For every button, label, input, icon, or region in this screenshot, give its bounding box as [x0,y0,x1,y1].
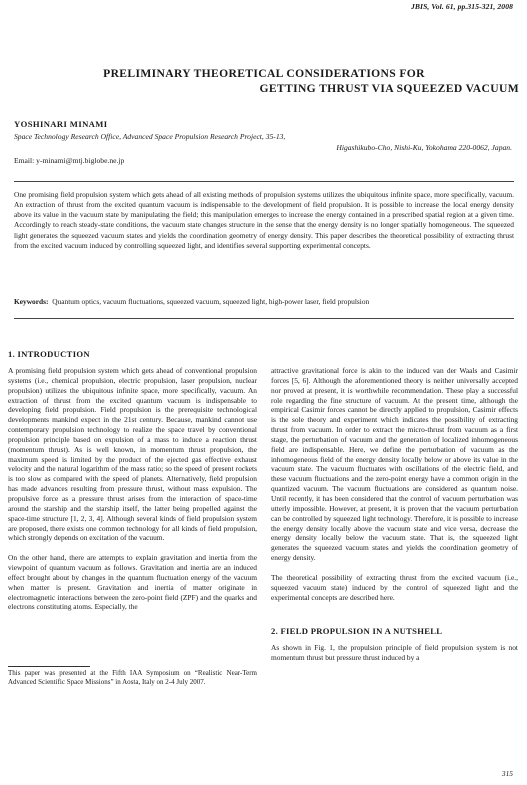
body-paragraph: On the other hand, there are attempts to explain gravitation and inertia from the viewpoint of quantum vacuum as follows. Gravitation and inertia are an induced effect brought about by changes in the quantum fluctuation energy of the vacuum when matter is present. Gravitation and inertia of matter originate in electromagnetic interactions between the zero-point field (ZPF) and the quarks and electrons constituting atoms. Especially, the [8,553,257,612]
running-head: JBIS, Vol. 61, pp.315-321, 2008 [410,2,513,11]
footnote-rule [8,666,90,667]
footnote: This paper was presented at the Fifth IAA Symposium on “Realistic Near-Term Advanced Scientific Space Missions” in Aosta, Italy on 2-4 July 2007. [8,669,257,686]
abstract-top-rule [14,181,514,182]
affiliation-line-2: Higashikubo-Cho, Nishi-Ku, Yokohama 220-0062, Japan. [336,143,512,152]
right-column [271,366,518,602]
keywords [14,297,514,306]
body-paragraph: The theoretical possibility of extracting thrust from the excited vacuum (i.e., squeezed vacuum state) induced by the control of squeezed light and the experimental concepts are described here. [271,572,518,602]
section-heading-introduction: 1. INTRODUCTION [8,349,90,359]
right-column-continued [271,643,518,663]
affiliation-line-1: Space Technology Research Office, Advanced Space Propulsion Research Project, 35-13, [14,132,286,141]
left-column [8,366,257,612]
keywords-label: Keywords: [14,297,49,306]
page-number: 315 [501,769,513,778]
body-paragraph: attractive gravitational force is akin to the induced van der Waals and Casimir forces [5, 6]. Although the aforementioned theory is neither universally accepted nor proved at present, it is worthwhile recommendation. These play a successful role regarding the fine structure of vacuum. At the present time, although the empirical Casimir forces cannot be directly applied to propulsion, Casimir effects is the sole theory and experiment which indicates the possibility of extracting thrust from vacuum. In order to extract the micro-thrust from vacuum as a first stage, the perturbation of vacuum and the generation of localized inhomogeneous field are indispensable. Here, we define the perturbation of vacuum as the inhomogeneous field of the energy density locally below or above its value in the vacuum state. The vacuum fluctuates with oscillations of the electric field, and these vacuum fluctuations and the zero-point energy have a common origin in the quantized vacuum. The vacuum fluctuations are considered as quantum noise. Until recently, it has been considered that the control of vacuum perturbation was utterly impossible. However, at present, it is proven that the vacuum perturbation can be controlled by squeezed light technology. Therefore, it is possible to increase the energy density locally above the vacuum state and vice versa, decrease the energy density locally below the vacuum state. That is, the squeezed light generates the squeezed vacuum states and yields the coordination geometry of energy density. [271,366,518,563]
keywords-list: Quantum optics, vacuum fluctuations, squeezed vacuum, squeezed light, high-power laser, field propulsion [52,297,370,306]
body-paragraph: As shown in Fig. 1, the propulsion principle of field propulsion system is not momentum thrust but pressure thrust induced by a [271,643,518,662]
paper-title-line-2: GETTING THRUST VIA SQUEEZED VACUUM [259,82,519,95]
abstract: One promising field propulsion system which gets ahead of all existing methods of propulsion systems utilizes the ubiquitous infinite space, more specifically, vacuum. An extraction of thrust from the excited quantum vacuum is indispensable to the development of field propulsion. It is possible to increase the local energy density above its value in the vacuum state by manipulating the field; this manipulation emerges to increase the energy contained in a prescribed spatial region at a given time. Accordingly to reach steady-state conditions, the vacuum state changes structure in the sense that the energy density is no longer spatially homogeneous. The squeezed light generates the squeezed vacuum states and yields the coordination geometry of energy density. This paper describes the theoretical possibility of extracting thrust from the excited vacuum induced by controlling squeezed light, and identifies several supporting experimental concepts. [14,190,514,250]
paper-title-line-1: PRELIMINARY THEORETICAL CONSIDERATIONS FOR [103,67,425,80]
author-email: Email: y-minami@mtj.biglobe.ne.jp [14,156,125,165]
abstract-bottom-rule [14,318,514,319]
author-name: YOSHINARI MINAMI [14,119,108,129]
section-heading-field-propulsion: 2. FIELD PROPULSION IN A NUTSHELL [271,626,443,636]
body-paragraph: A promising field propulsion system which gets ahead of conventional propulsion systems (i.e., chemical propulsion, electric propulsion, laser propulsion, nuclear propulsion) utilizes the ubiquitous infinite space, more specifically, vacuum. An extraction of thrust from the excited quantum vacuum is indispensable to developing field propulsion. Field propulsion is the prerequisite technological developments mankind expect in the 21st century. Because, mankind cannot use contemporary propulsion technology to realize the space travel by conventional propulsion principle based on expulsion of a mass to induce a reaction thrust (momentum thrust). As is well known, in momentum thrust propulsion, the maximum speed is limited by the product of the ejected gas effective exhaust velocity and the natural logarithm of the mass ratio; so the speed of present rockets is too slow as compared with the speed of planets. Alternatively, field propulsion has made advances resulting from pressure thrust, without mass expulsion. The propulsive force as a pressure thrust arises from the interaction of space-time around the starship and the starship itself, the latter being propelled against the space-time structure [1, 2, 3, 4]. Although several kinds of field propulsion system are proposed, there exists one common technology for all kinds of field propulsion, which strongly depends on excitation of the vacuum. [8,366,257,543]
